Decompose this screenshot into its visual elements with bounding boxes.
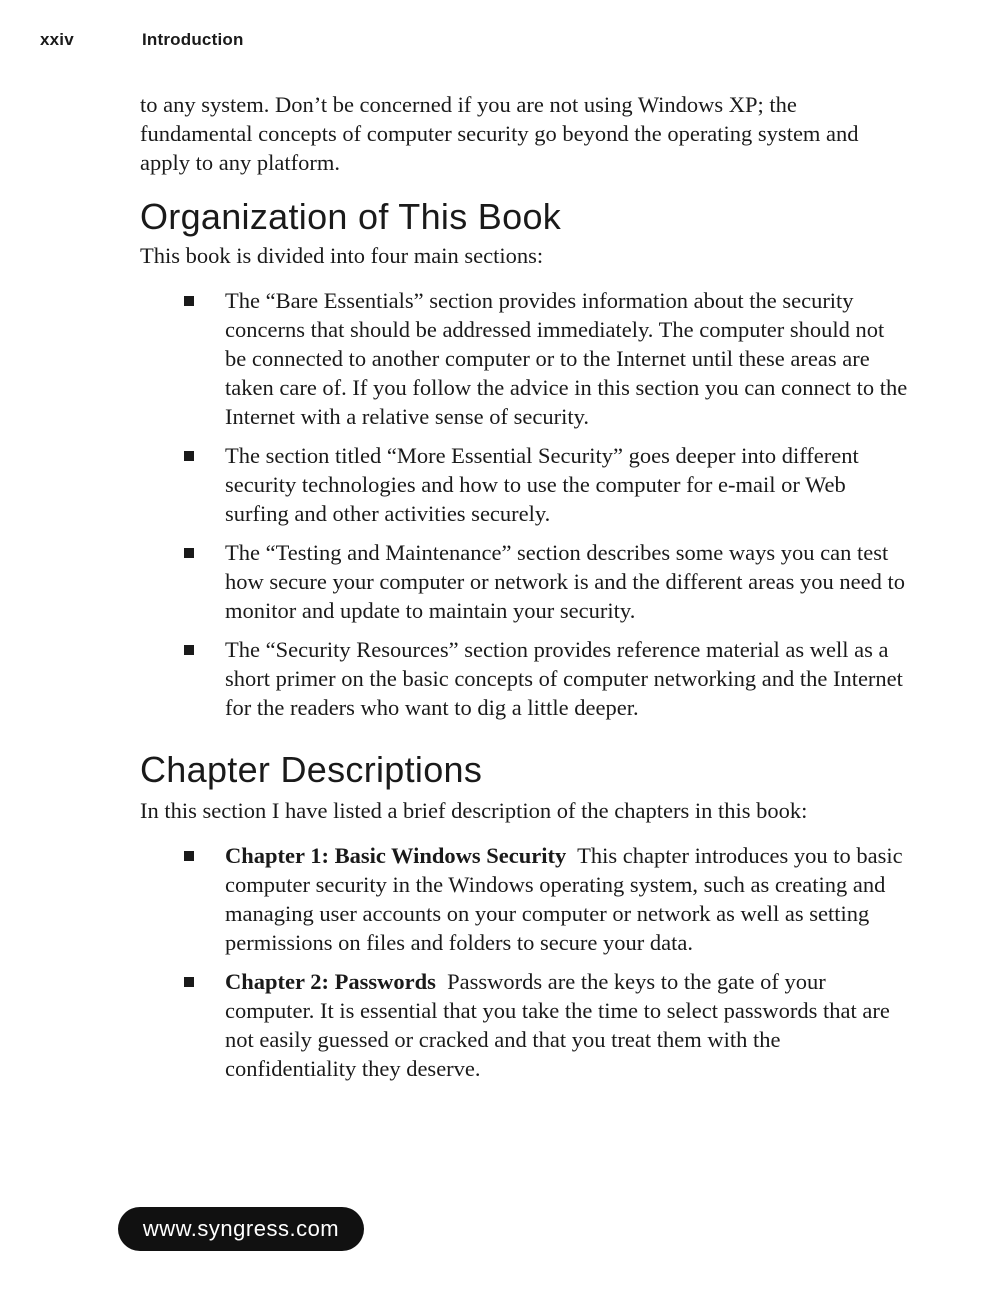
bullet-icon xyxy=(184,451,194,461)
bullet-icon xyxy=(184,548,194,558)
organization-list xyxy=(140,286,910,722)
section-heading-organization: Organization of This Book xyxy=(140,196,562,237)
intro-paragraph: to any system. Don’t be concerned if you are not using Windows XP; the fundamental concepts of computer security go beyond the operating system and apply to any platform. xyxy=(140,92,859,175)
bullet-icon xyxy=(184,977,194,987)
list-item-text: The “Testing and Maintenance” section describes some ways you can test how secure your computer or network is and the different areas you need to monitor and update to maintain your security. xyxy=(225,540,905,623)
page-content xyxy=(140,90,910,1093)
chapter-title: Chapter 2: Passwords xyxy=(225,969,436,994)
list-item xyxy=(140,538,910,625)
list-item-text: The section titled “More Essential Security” goes deeper into different security technologies and how to use the computer for e-mail or Web surfing and other activities securely. xyxy=(225,443,859,526)
chapter-description: Passwords are the keys to the gate of your computer. It is essential that you take the time to select passwords that are not easily guessed or cracked and that you treat them with the confidentiality they deserve. xyxy=(225,969,890,1081)
chapters-lead: In this section I have listed a brief description of the chapters in this book: xyxy=(140,798,808,823)
chapter-title: Chapter 1: Basic Windows Security xyxy=(225,843,567,868)
chapters-list xyxy=(140,841,910,1083)
page-number: xxiv xyxy=(40,30,74,49)
section-heading-chapters: Chapter Descriptions xyxy=(140,749,483,790)
running-head xyxy=(40,30,244,50)
list-item xyxy=(140,286,910,431)
list-item xyxy=(140,441,910,528)
footer-url-badge: www.syngress.com xyxy=(118,1207,364,1251)
list-item-text: The “Bare Essentials” section provides information about the security concerns that should be addressed immediately. The computer should not be connected to another computer or to the Internet until these areas are taken care of. If you follow the advice in this section you can connect to the Internet with a relative sense of security. xyxy=(225,288,908,429)
bullet-icon xyxy=(184,296,194,306)
running-title: Introduction xyxy=(142,30,244,49)
bullet-icon xyxy=(184,645,194,655)
list-item-text: The “Security Resources” section provides reference material as well as a short primer on the basic concepts of computer networking and the Internet for the readers who want to dig a little deeper. xyxy=(225,637,903,720)
organization-lead: This book is divided into four main sections: xyxy=(140,243,544,268)
chapter-item xyxy=(140,967,910,1083)
chapter-description: This chapter introduces you to basic computer security in the Windows operating system, such as creating and managing user accounts on your computer or network as well as setting permissions on files and folders to secure your data. xyxy=(225,843,903,955)
bullet-icon xyxy=(184,851,194,861)
list-item xyxy=(140,635,910,722)
chapter-item xyxy=(140,841,910,957)
